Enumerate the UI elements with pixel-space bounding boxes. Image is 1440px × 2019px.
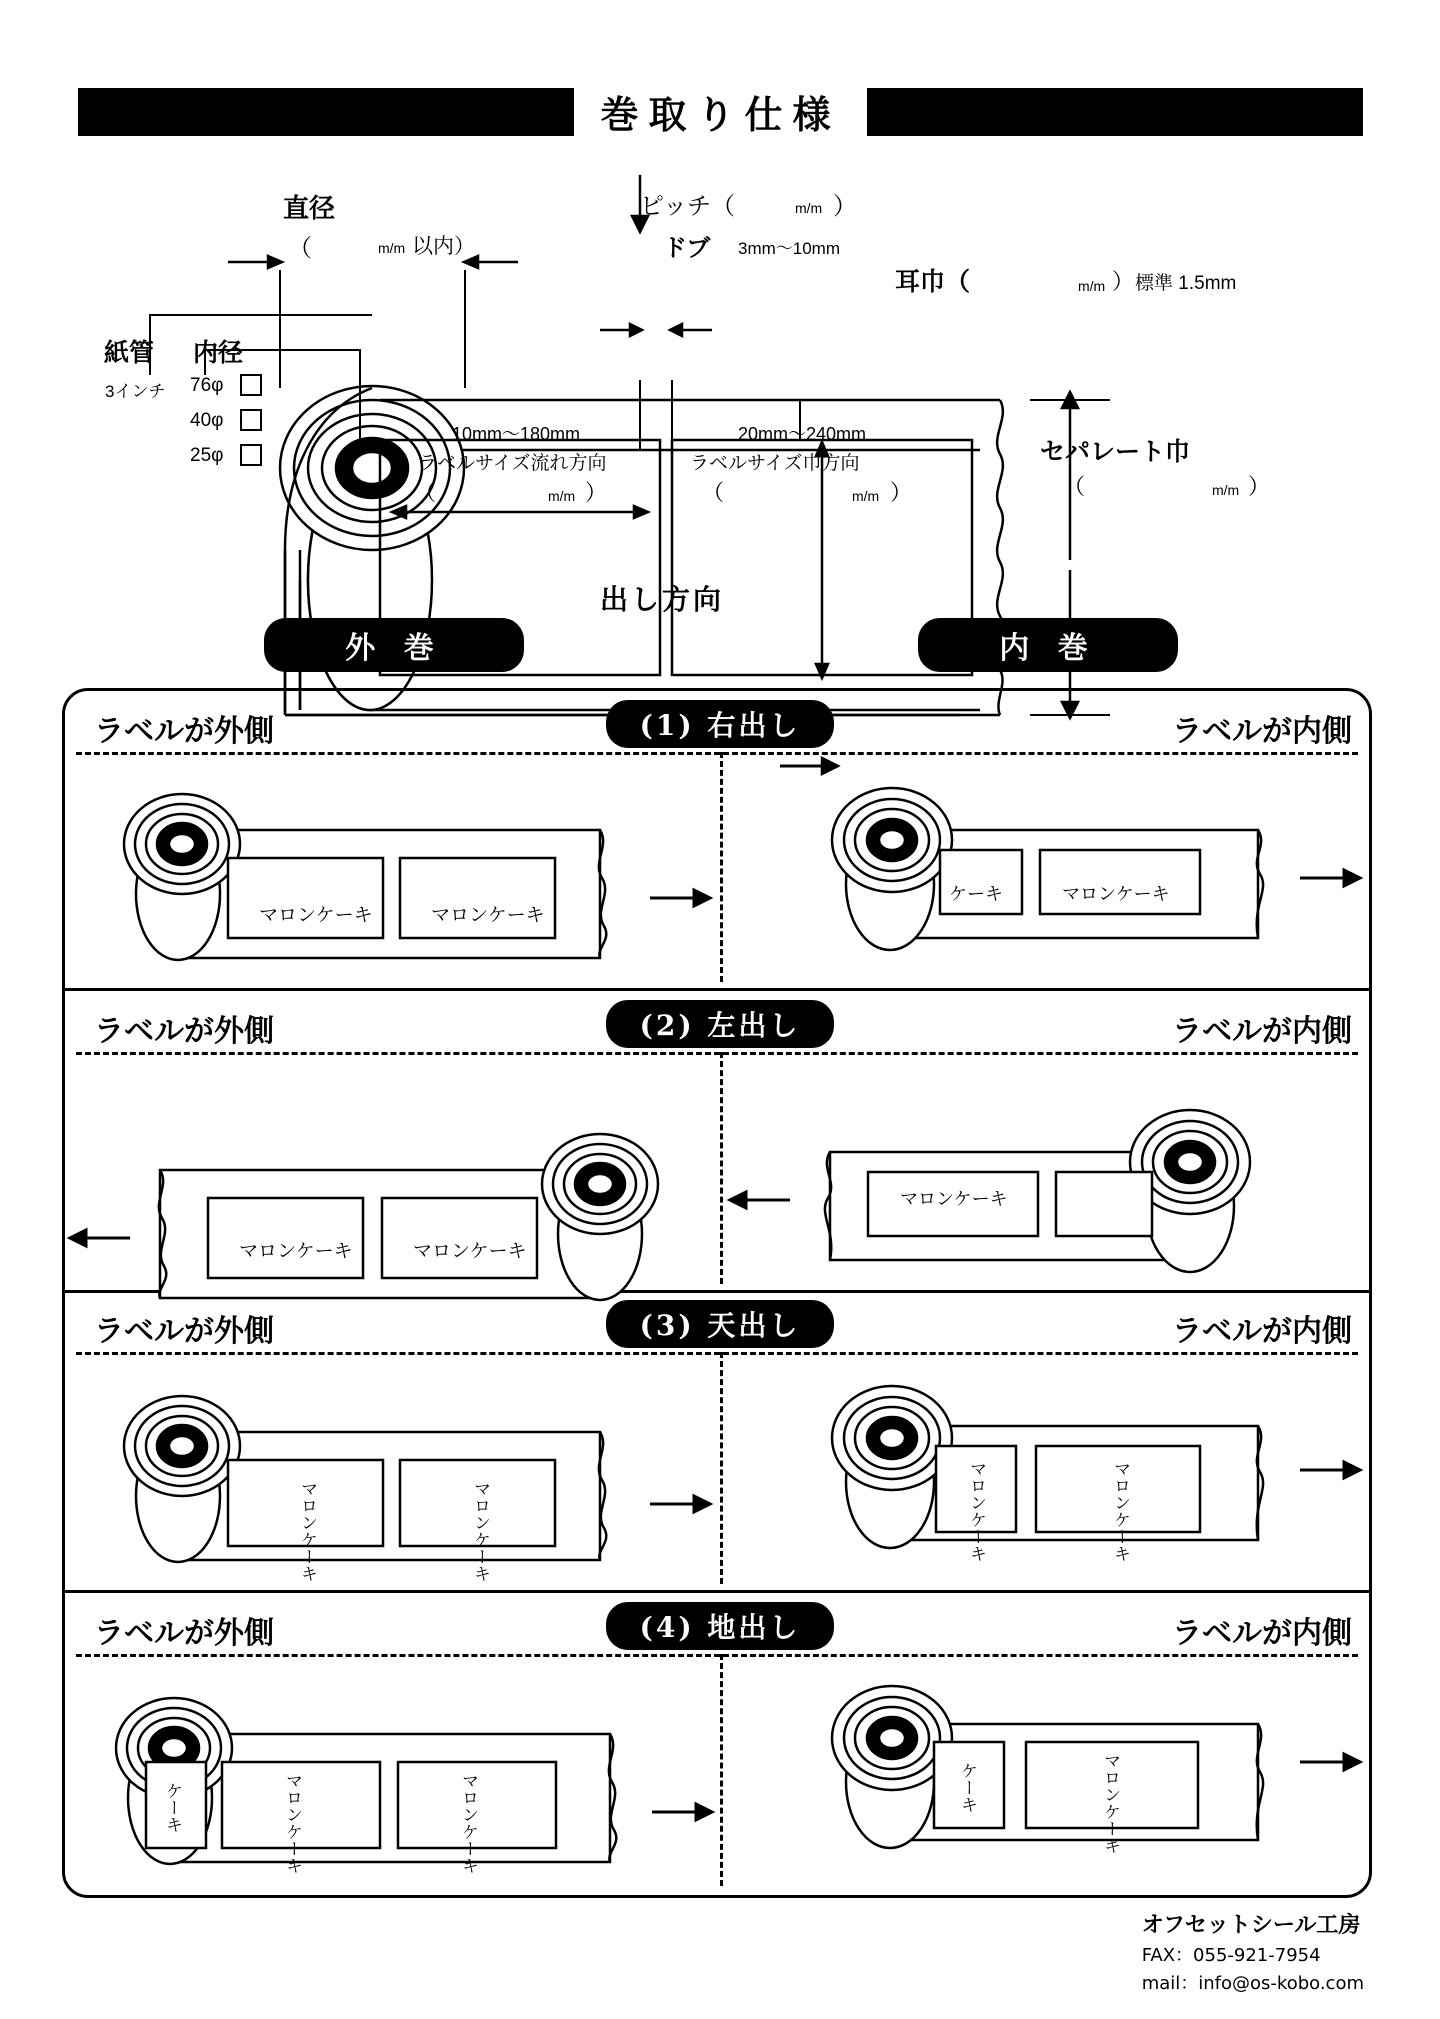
- inner-diameter-label: 内径: [193, 338, 244, 367]
- separate-paren-close: ）: [1248, 475, 1271, 500]
- row-4-pill: (4) 地出し: [606, 1602, 834, 1650]
- row-1-right-caption: ラベルが内側: [1172, 714, 1352, 749]
- row-1-right-label-0: ケーキ: [949, 884, 1003, 904]
- label-flow-unit: m/m: [548, 488, 576, 504]
- core-option-size-0: 3インチ: [105, 382, 166, 401]
- diameter-label: 直径: [283, 194, 336, 224]
- ear-standard: 標準 1.5mm: [1135, 273, 1237, 294]
- row-1-left-label-1: マロンケーキ: [431, 905, 545, 926]
- page-title: 巻取り仕様: [600, 91, 841, 137]
- label-width-paren-close: ）: [890, 481, 913, 506]
- dobu-range: 3mm～10mm: [738, 239, 841, 258]
- row-2-right-label-0: マロンケーキ: [900, 1189, 1008, 1209]
- ear-close: ）: [1112, 270, 1135, 295]
- label-flow-range: 10mm～180mm: [452, 424, 581, 444]
- core-option-phi-0: 76φ: [190, 375, 224, 396]
- caption-dash-3: [76, 1352, 1358, 1355]
- ear-label: 耳巾（: [895, 267, 971, 296]
- row-2-left-caption: ラベルが外側: [94, 1014, 274, 1049]
- ear-unit: m/m: [1078, 278, 1106, 294]
- label-flow-paren-open: （: [414, 481, 437, 506]
- core-checkbox-76[interactable]: [240, 374, 262, 396]
- row-1-left-caption: ラベルが外側: [94, 714, 274, 749]
- label-width-range: 20mm～240mm: [738, 424, 867, 444]
- row-2-right-caption: ラベルが内側: [1172, 1014, 1352, 1049]
- row-1-left-label-0: マロンケーキ: [259, 905, 373, 926]
- label-width-name: ラベルサイズ巾方向: [690, 453, 860, 474]
- label-flow-paren-close: ）: [585, 481, 608, 506]
- core-checkbox-25[interactable]: [240, 444, 262, 466]
- row-1-art: [0, 758, 1440, 1008]
- row-4-left-label-2: マロンケーキ: [459, 1772, 478, 1874]
- core-label: 紙管: [104, 338, 155, 367]
- row-1-pill: (1) 右出し: [606, 700, 834, 748]
- separate-unit: m/m: [1212, 482, 1240, 498]
- row-4-right-caption: ラベルが内側: [1172, 1616, 1352, 1651]
- row-4-left-caption: ラベルが外側: [94, 1616, 274, 1651]
- row-3-left-label-0: マロンケーキ: [298, 1480, 317, 1582]
- label-width-paren-open: （: [702, 481, 725, 506]
- core-option-phi-2: 25φ: [190, 445, 224, 466]
- title-wrapper: [78, 80, 1363, 142]
- feed-direction-label: 出し方向: [600, 583, 725, 616]
- row-3-pill: (3) 天出し: [606, 1300, 834, 1348]
- column-pill-outer: 外 巻: [264, 618, 524, 672]
- row-3-right-label-1: マロンケーキ: [1111, 1460, 1130, 1562]
- footer-fax: FAX：055-921-7954: [1141, 1945, 1321, 1966]
- row-2-left-label-1: マロンケーキ: [413, 1241, 527, 1262]
- separate-paren-open: （: [1063, 475, 1086, 500]
- caption-dash-1: [76, 752, 1358, 755]
- row-3-right-caption: ラベルが内側: [1172, 1314, 1352, 1349]
- row-4-left-label-1: マロンケーキ: [283, 1772, 302, 1874]
- row-4-art: [0, 1662, 1440, 1912]
- caption-dash-2: [76, 1052, 1358, 1055]
- diameter-within: 以内）: [412, 234, 475, 258]
- row-4-left-label-0: ケーキ: [163, 1782, 182, 1833]
- row-3-right-label-0: マロンケーキ: [967, 1460, 986, 1562]
- title-white-box: [574, 84, 866, 139]
- footer-company: オフセットシール工房: [1141, 1913, 1361, 1938]
- footer-mail: mail：info@os-kobo.com: [1141, 1973, 1364, 1994]
- row-2-art: [0, 1060, 1440, 1310]
- separate-width-label: セパレート巾: [1040, 437, 1191, 466]
- row-1-right-label-1: マロンケーキ: [1062, 884, 1170, 904]
- pitch-label: ピッチ（: [640, 192, 736, 220]
- row-4-right-label-0: ケーキ: [958, 1762, 977, 1813]
- diameter-paren-open: （: [288, 234, 312, 262]
- row-3-art: [0, 1360, 1440, 1610]
- dobu-label: ドブ: [663, 233, 711, 262]
- pitch-unit: m/m: [795, 200, 823, 216]
- footer: [1142, 1908, 1364, 1995]
- row-2-left-label-0: マロンケーキ: [239, 1241, 353, 1262]
- row-4-right-label-1: マロンケーキ: [1101, 1752, 1120, 1854]
- row-3-left-label-1: マロンケーキ: [471, 1480, 490, 1582]
- row-3-left-caption: ラベルが外側: [94, 1314, 274, 1349]
- column-pill-inner: 内 巻: [918, 618, 1178, 672]
- pitch-close: ）: [833, 192, 857, 220]
- label-flow-name: ラベルサイズ流れ方向: [418, 453, 607, 474]
- caption-dash-4: [76, 1654, 1358, 1657]
- diameter-unit: m/m: [378, 240, 406, 256]
- row-2-pill: (2) 左出し: [606, 1000, 834, 1048]
- core-option-phi-1: 40φ: [190, 410, 224, 431]
- core-checkbox-40[interactable]: [240, 409, 262, 431]
- label-width-unit: m/m: [852, 488, 880, 504]
